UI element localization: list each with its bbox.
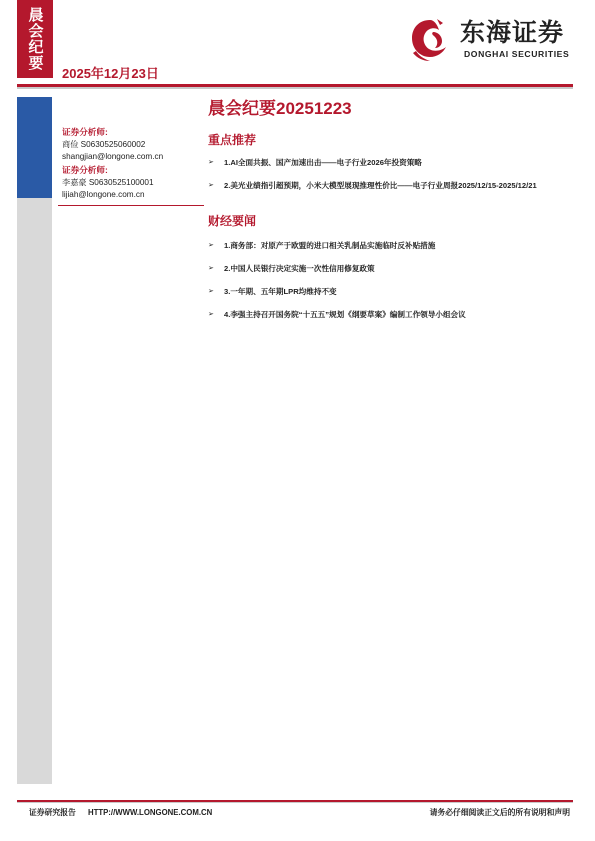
footer-website-link[interactable]: HTTP://WWW.LONGONE.COM.CN	[87, 808, 213, 817]
company-name-en: DONGHAI SECURITIES	[464, 49, 570, 59]
footer-report-label: 证券研究报告	[29, 808, 76, 817]
company-name-cn: 东海证券	[460, 18, 565, 47]
analyst-title: 证券分析师:	[62, 127, 108, 137]
list-item[interactable]	[208, 240, 573, 252]
list-item-text: 2.中国人民银行决定实施一次性信用修复政策	[224, 264, 375, 273]
list-item[interactable]	[208, 263, 573, 275]
list-item[interactable]	[208, 309, 573, 321]
analyst-name-cert: 商俭 S0630525060002	[62, 140, 146, 149]
footer-left	[29, 807, 212, 818]
footer-divider-shadow	[17, 802, 573, 803]
section-heading-news: 财经要闻	[208, 214, 257, 228]
bullet-arrow-icon: ➢	[208, 288, 214, 295]
analyst-email[interactable]: shangjian@longone.com.cn	[62, 152, 164, 161]
bullet-arrow-icon: ➢	[208, 159, 214, 166]
section-heading-recommend: 重点推荐	[208, 133, 257, 147]
sidebar-gray-bar	[17, 198, 52, 784]
analyst-email[interactable]: lijiah@longone.com.cn	[62, 190, 145, 199]
list-item-text: 3.一年期、五年期LPR均维持不变	[224, 287, 337, 296]
dragon-logo-icon	[407, 16, 453, 62]
bullet-arrow-icon: ➢	[208, 311, 214, 318]
bullet-arrow-icon: ➢	[208, 265, 214, 272]
report-date: 2025年12月23日	[62, 66, 159, 81]
page-title: 晨会纪要20251223	[208, 99, 352, 118]
sidebar-accent-bar	[17, 97, 52, 198]
list-item-text: 1.AI全面共振、国产加速出击——电子行业2026年投资策略	[224, 158, 422, 167]
bullet-arrow-icon: ➢	[208, 242, 214, 249]
list-item-text: 1.商务部：对原产于欧盟的进口相关乳制品实施临时反补贴措施	[224, 241, 436, 250]
header-divider-shadow	[17, 87, 573, 89]
list-item[interactable]	[208, 286, 573, 298]
bullet-arrow-icon: ➢	[208, 182, 214, 189]
analyst-divider	[58, 205, 204, 206]
analyst-title: 证券分析师:	[62, 165, 108, 175]
list-item-text: 2.美光业绩指引超预期，小米大模型展现推理性价比——电子行业周报2025/12/15-2025/12/21	[224, 181, 537, 190]
list-item-text: 4.李强主持召开国务院“十五五”规划《纲要草案》编制工作领导小组会议	[224, 310, 466, 319]
footer-disclaimer: 请务必仔细阅读正文后的所有说明和声明	[429, 808, 570, 817]
list-item[interactable]	[208, 180, 573, 192]
list-item[interactable]	[208, 157, 573, 169]
analyst-name-cert: 李嘉豪 S0630525100001	[62, 178, 154, 187]
report-type-tab: 晨会纪要	[17, 0, 53, 78]
